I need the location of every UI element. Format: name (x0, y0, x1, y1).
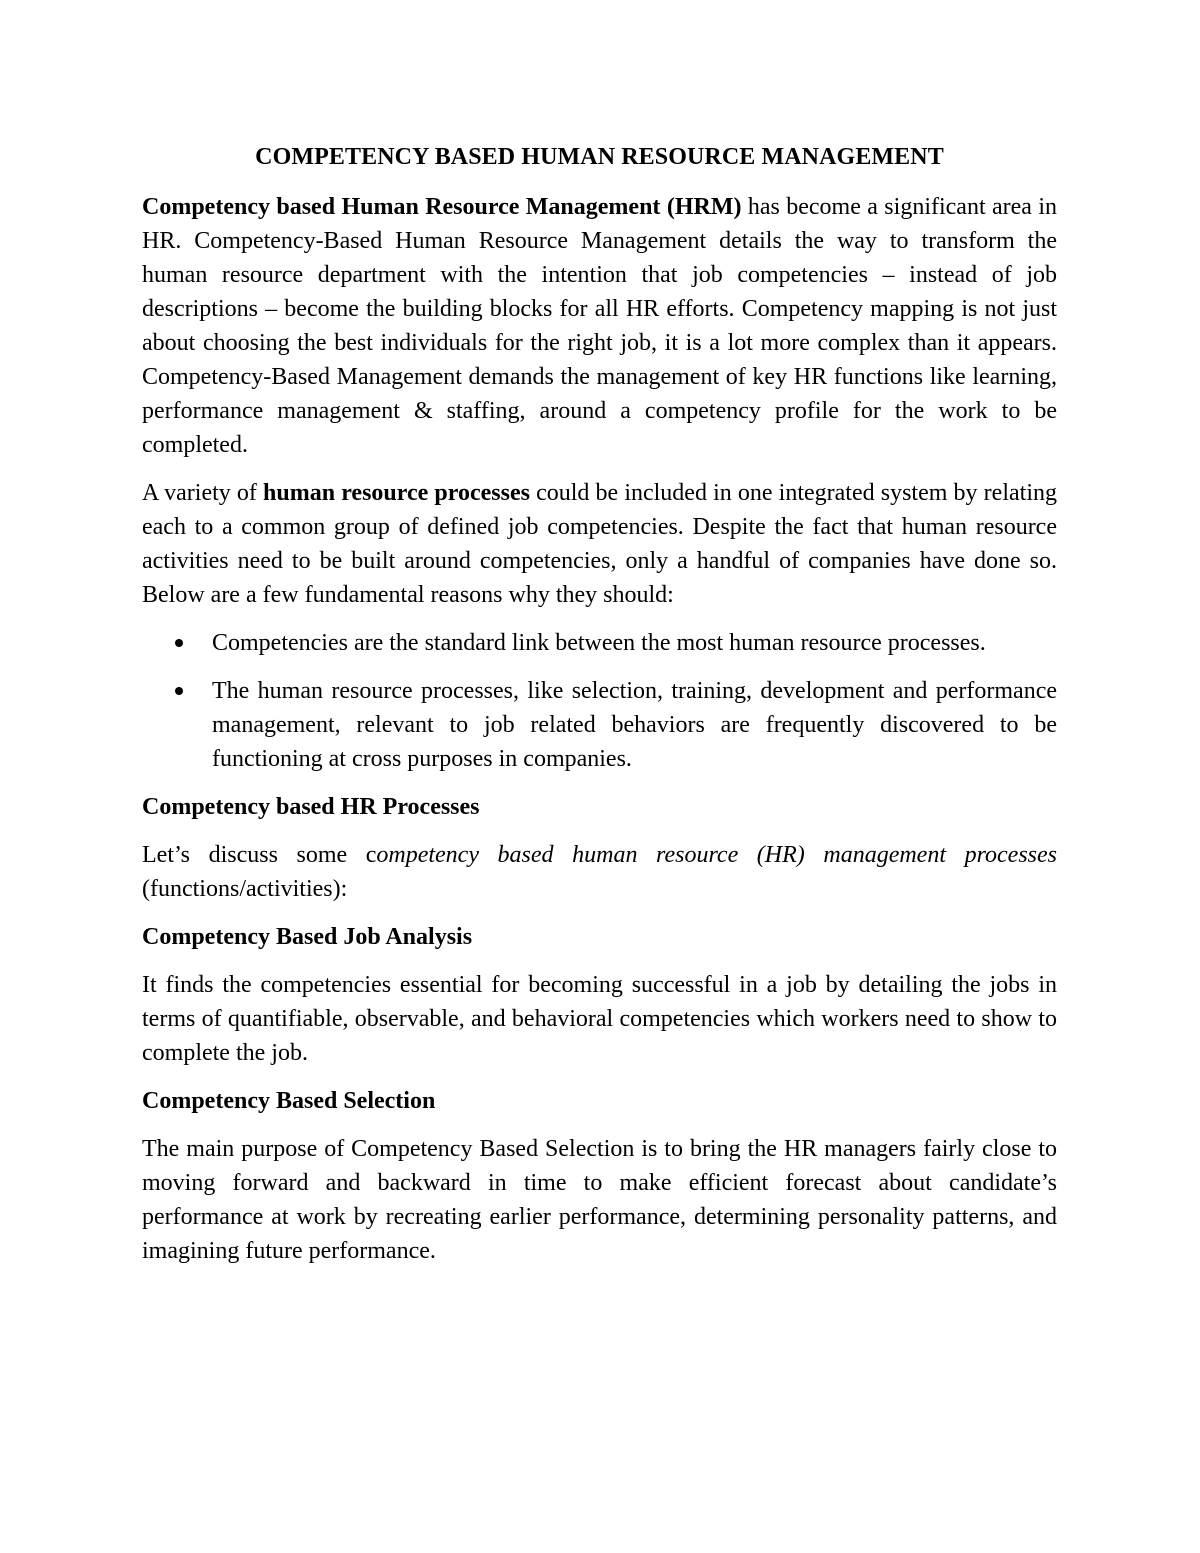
selection-paragraph: The main purpose of Competency Based Selection is to bring the HR managers fairly close to moving forward and backward in time to make efficient forecast about candidate’s performance at work by recreating earlier performance, determining personality patterns, and imagining future performance. (142, 1136, 1057, 1264)
list-item-text: The human resource processes, like selection, training, development and performance management, relevant to job related behaviors are frequently discovered to be functioning at cross purposes in companies. (212, 678, 1057, 772)
intro-abbr: (HRM) (666, 194, 742, 220)
section-heading-job-analysis: Competency Based Job Analysis (142, 924, 473, 950)
processes-bold: human resource processes (263, 480, 530, 506)
document-title: COMPETENCY BASED HUMAN RESOURCE MANAGEMENT (255, 144, 944, 170)
intro-paragraph (142, 190, 1057, 462)
hr-processes-post: (functions/activities): (142, 876, 348, 902)
processes-post: could be included in one integrated system by relating each to a common group of defined job competencies. Despite the fact that human resource activities need to be built around competencies, only a handful of companies have done so. Below are a few fundamental reasons why they should: (142, 480, 1057, 608)
section-heading-selection: Competency Based Selection (142, 1088, 436, 1114)
list-item-text: Competencies are the standard link between the most human resource processes. (212, 630, 986, 656)
processes-pre: A variety of (142, 480, 264, 506)
intro-bold-lead: Competency based Human Resource Management (142, 194, 661, 220)
hr-processes-paragraph (142, 838, 1057, 906)
bullet-icon (175, 687, 183, 695)
document-page (142, 140, 1057, 1282)
section-heading-hr-processes: Competency based HR Processes (142, 794, 480, 820)
bullet-icon (175, 639, 183, 647)
processes-paragraph (142, 476, 1057, 612)
hr-processes-pre: Let’s discuss some c (142, 842, 377, 868)
list-item (142, 674, 1057, 776)
intro-text: has become a significant area in HR. Competency-Based Human Resource Management details the way to transform the human resource department with the intention that job competencies – instead of job descriptions – become the building blocks for all HR efforts. Competency mapping is not just about choosing the best individuals for the right job, it is a lot more complex than it appears. Competency-Based Management demands the management of key HR functions like learning, performance management & staffing, around a competency profile for the work to be completed. (142, 194, 1058, 458)
reasons-list (142, 626, 1057, 776)
hr-processes-italic: ompetency based human resource (HR) management processes (376, 842, 1058, 868)
list-item (142, 626, 1057, 660)
job-analysis-paragraph: It finds the competencies essential for becoming successful in a job by detailing the jobs in terms of quantifiable, observable, and behavioral competencies which workers need to show to complete the job. (142, 972, 1057, 1066)
